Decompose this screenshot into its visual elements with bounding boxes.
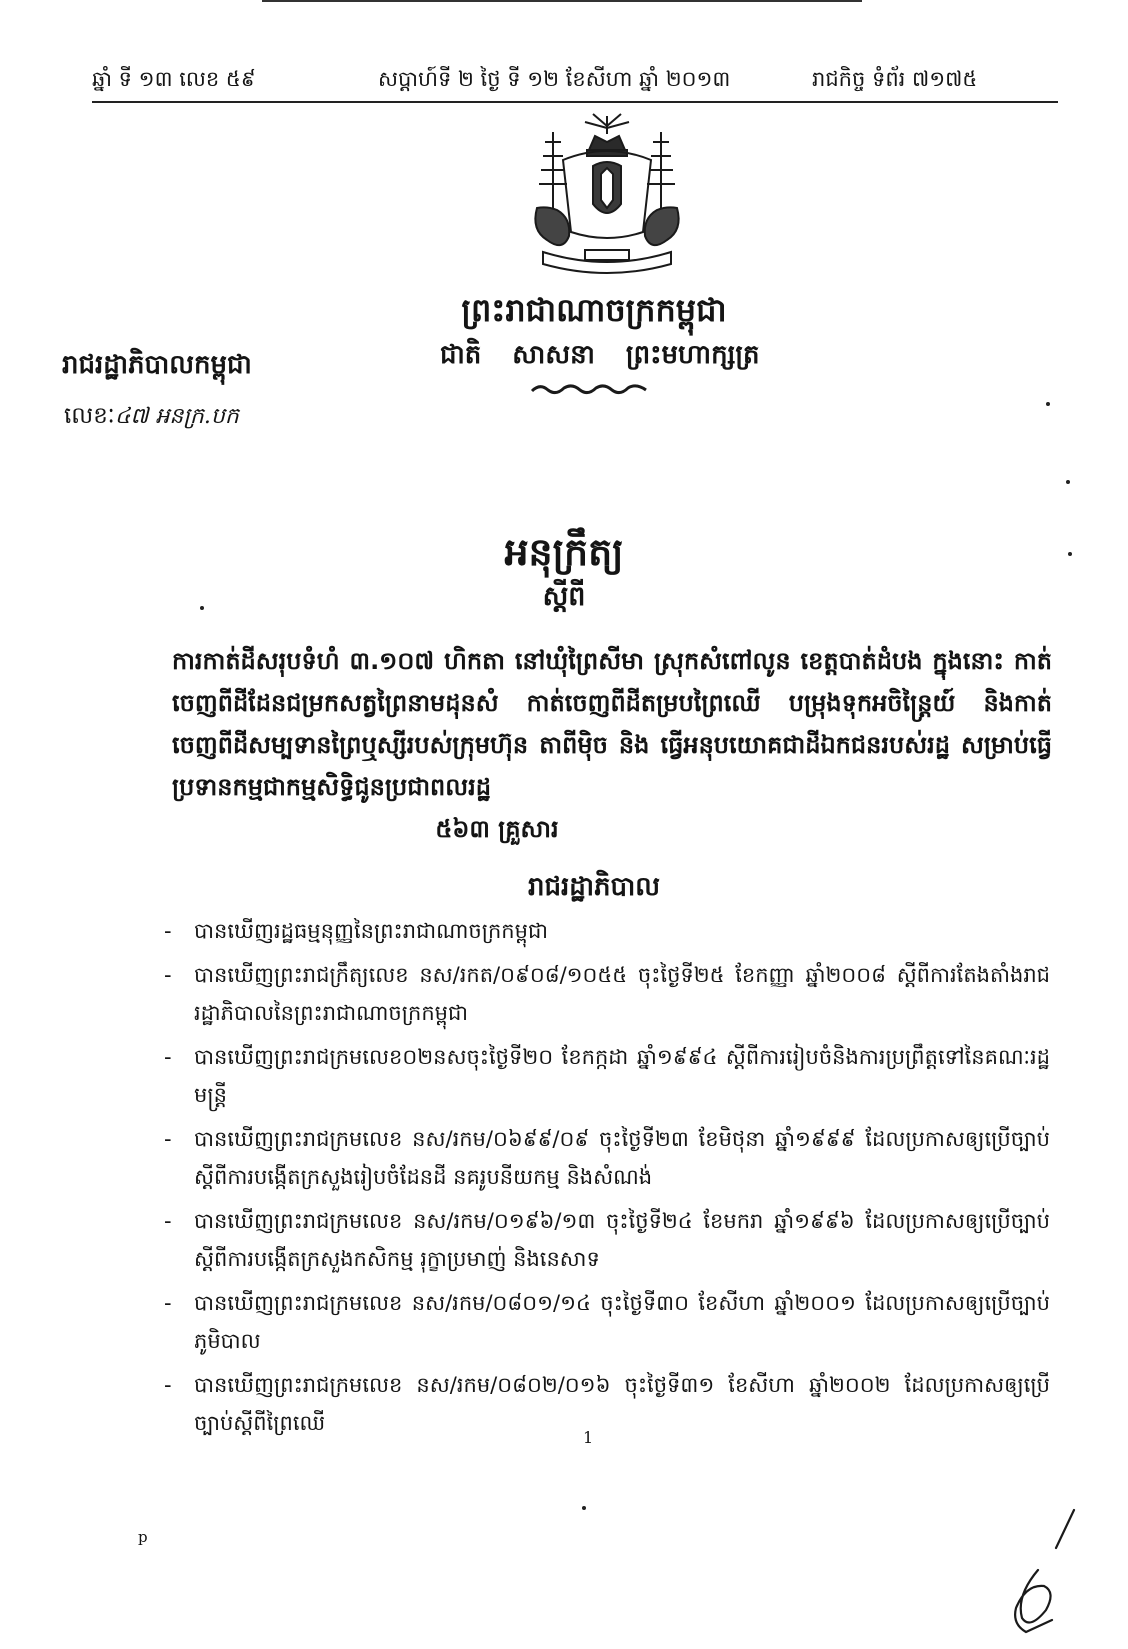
gazette-page: រាជកិច្ច ទំព័រ ៧១៧៥ <box>812 67 978 91</box>
subject-line: ក្នុងនោះ កាត់ចេញពីដីដែនជម្រកសត្វព្រៃនាមដុនសំ កាត់ចេញពីដីតម្របព្រៃឈើ <box>172 647 1052 717</box>
subject-line: ធ្វើអនុបយោគជាដីឯកជនរបស់រដ្ឋ សម្រាប់ធ្វើប្រទានកម្មជាកម្មសិទ្ធិជូនប្រជាពលរដ្ឋ <box>172 731 1052 801</box>
issuing-government: រាជរដ្ឋាភិបាលកម្ពុជា <box>62 350 252 380</box>
royal-coat-of-arms-emblem <box>523 112 691 284</box>
visa-list <box>160 912 1050 1448</box>
reference-handwritten: ៤៧ អនក្រ.បក <box>114 404 239 429</box>
gazette-date: សប្តាហ៍ទី ២ ថ្ងៃ ទី ១២ ខែសីហា ឆ្នាំ ២០១៣ <box>378 67 731 91</box>
reference-number <box>64 402 239 435</box>
gazette-year-issue: ឆ្នាំ ទី ១៣ លេខ ៥៩ <box>92 67 256 91</box>
national-motto: ជាតិ សាសនា ព្រះមហាក្សត្រ <box>440 340 760 370</box>
visa-item: - បានឃើញព្រះរាជក្រមលេខ នស/រកម/០៦៩៩/០៩ ចុះថ្ងៃទី២៣ ខែមិថុនា ឆ្នាំ១៩៩៩ ដែលប្រកាសឲ្យប្រើច្បាប់ស្តីពីការបង្កើតក្រសួងរៀបចំដែនដី នគរូបនីយកម្ម និងសំណង់ <box>164 1127 1050 1189</box>
kingdom-title: ព្រះរាជាណាចក្រកម្ពុជា <box>461 291 727 329</box>
page-number: 1 <box>583 1428 594 1447</box>
reference-prefix: លេខៈ <box>64 403 115 429</box>
stray-mark: p <box>138 1528 148 1546</box>
scan-top-edge <box>262 0 862 2</box>
visa-item: - បានឃើញព្រះរាជក្រមលេខ០២នសចុះថ្ងៃទី២០ ខែកក្កដា ឆ្នាំ១៩៩៤ ស្តីពីការរៀបចំនិងការប្រព្រឹត្តទៅនៃគណៈរដ្ឋមន្ត្រី <box>164 1045 1050 1107</box>
subject-line: ៥៦៣ គ្រួសារ <box>435 815 559 843</box>
header-rule <box>92 101 1058 103</box>
handwritten-initial-signature <box>986 1500 1086 1640</box>
subject-line: បម្រុងទុកអចិន្ត្រៃយ៍ និងកាត់ចេញពីដីសម្បទានព្រៃឬស្សីរបស់ក្រុមហ៊ុន តាពីម៉ិច និង <box>172 689 1052 759</box>
scan-speck <box>582 1506 586 1510</box>
scan-speck <box>1066 480 1070 484</box>
visa-item: - បានឃើញព្រះរាជក្រមលេខ នស/រកម/០១៩៦/១៣ ចុះថ្ងៃទី២៤ ខែមករា ឆ្នាំ១៩៩៦ ដែលប្រកាសឲ្យប្រើច្បាប់ ស្តីពីការបង្កើតក្រសួងកសិកម្ម រុក្ខាប្រមាញ់ និងនេសាទ <box>164 1209 1050 1271</box>
scan-speck <box>1068 552 1072 556</box>
visa-item: - បានឃើញព្រះរាជក្រមលេខ នស/រកម/០៨០២/០១៦ ចុះថ្ងៃទី៣១ ខែសីហា ឆ្នាំ២០០២ ដែលប្រកាសឲ្យប្រើច្បាប់ស្តីពីព្រៃឈើ <box>164 1373 1050 1435</box>
visa-item: - បានឃើញព្រះរាជក្រឹត្យលេខ នស/រកត/០៩០៨/១០៥៥ ចុះថ្ងៃទី២៥ ខែកញ្ញា ឆ្នាំ២០០៨ ស្តីពីការតែងតាំងរាជរដ្ឋាភិបាលនៃព្រះរាជាណាចក្រកម្ពុជា <box>164 963 1050 1025</box>
subject-line: ការកាត់ដីសរុបទំហំ ៣.១០៧ ហិកតា នៅឃុំព្រៃសីមា ស្រុកសំពៅលូន ខេត្តបាត់ដំបង <box>172 647 923 675</box>
issuer-heading: រាជរដ្ឋាភិបាល <box>527 872 661 902</box>
document-type: អនុក្រឹត្យ <box>504 530 624 574</box>
visa-item: - បានឃើញព្រះរាជក្រមលេខ នស/រកម/០៨០១/១៤ ចុះថ្ងៃទី៣០ ខែសីហា ឆ្នាំ២០០១ ដែលប្រកាសឲ្យប្រើច្បាប់ភូមិបាល <box>164 1291 1050 1353</box>
document-about: ស្តីពី <box>542 581 586 612</box>
document-subject <box>172 640 1052 850</box>
scan-speck <box>200 606 204 610</box>
visa-item: - បានឃើញរដ្ឋធម្មនុញ្ញនៃព្រះរាជាណាចក្រកម្ពុជា <box>164 919 548 943</box>
scan-speck <box>1046 402 1050 406</box>
ornament-divider-icon <box>530 382 650 396</box>
